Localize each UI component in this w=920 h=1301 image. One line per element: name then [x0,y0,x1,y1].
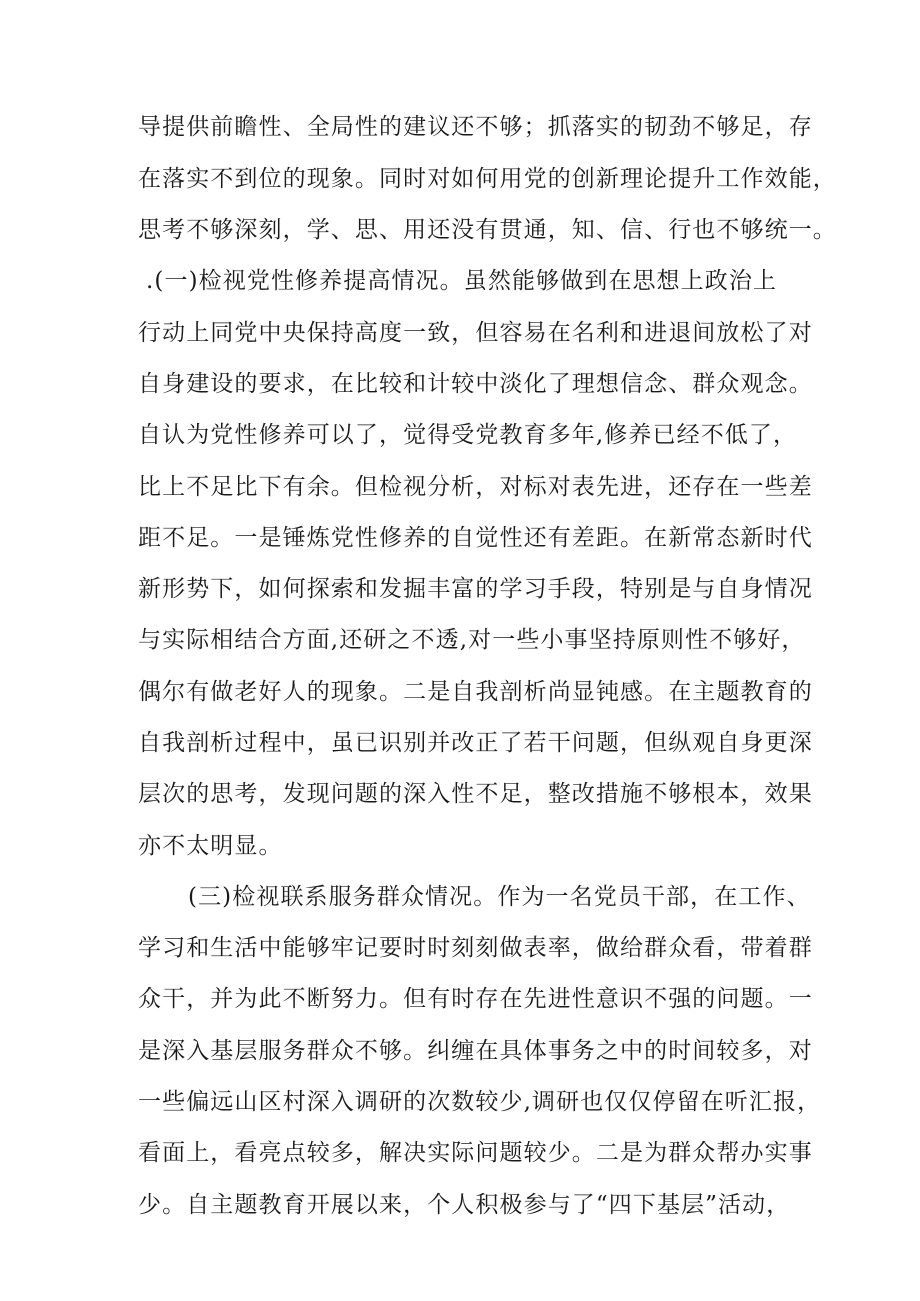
text-line: 行动上同党中央保持高度一致，但容易在名利和进退间放松了对 [138,320,813,346]
text-line: 少。自主题教育开展以来，个人积极参与了“四下基层”活动， [138,1192,791,1218]
text-line: 看面上，看亮点较多，解决实际问题较少。二是为群众帮办实事 [138,1140,813,1166]
text-line: 是深入基层服务群众不够。纠缠在具体事务之中的时间较多，对 [138,1038,813,1064]
paragraph-heading-line: (三)检视联系服务群众情况。作为一名党员干部，在工作、 [188,884,811,910]
text-line: 思考不够深刻，学、思、用还没有贯通，知、信、行也不够统一。 [138,217,837,243]
text-line: 一些偏远山区村深入调研的次数较少,调研也仅仅停留在听汇报， [138,1089,822,1115]
text-line: 与实际相结合方面,还研之不透,对一些小事坚持原则性不够好， [138,627,806,653]
paragraph-heading-line: .(一)检视党性修养提高情况。虽然能够做到在思想上政治上 [146,268,778,294]
text-line: 导提供前瞻性、全局性的建议还不够；抓落实的韧劲不够足，存 [138,114,813,140]
text-line: 偶尔有做老好人的现象。二是自我剖析尚显钝感。在主题教育的 [138,679,813,705]
text-line: 学习和生活中能够牢记要时时刻刻做表率，做给群众看，带着群 [138,935,813,961]
text-line: 距不足。一是锤炼党性修养的自觉性还有差距。在新常态新时代 [138,525,813,551]
text-line: 在落实不到位的现象。同时对如何用党的创新理论提升工作效能， [138,166,837,192]
text-line: 比上不足比下有余。但检视分析，对标对表先进，还存在一些差 [138,474,813,500]
text-line: 亦不太明显。 [138,833,283,859]
text-line: 新形势下，如何探索和发掘丰富的学习手段，特别是与自身情况 [138,576,813,602]
text-line: 众干，并为此不断努力。但有时存在先进性意识不强的问题。一 [138,986,813,1012]
text-line: 自我剖析过程中，虽已识别并改正了若干问题，但纵观自身更深 [138,730,813,756]
text-line: 自认为党性修养可以了，觉得受党教育多年,修养已经不低了， [138,422,798,448]
text-line: 自身建设的要求，在比较和计较中淡化了理想信念、群众观念。 [138,371,813,397]
text-line: 层次的思考，发现问题的深入性不足，整改措施不够根本，效果 [138,781,813,807]
